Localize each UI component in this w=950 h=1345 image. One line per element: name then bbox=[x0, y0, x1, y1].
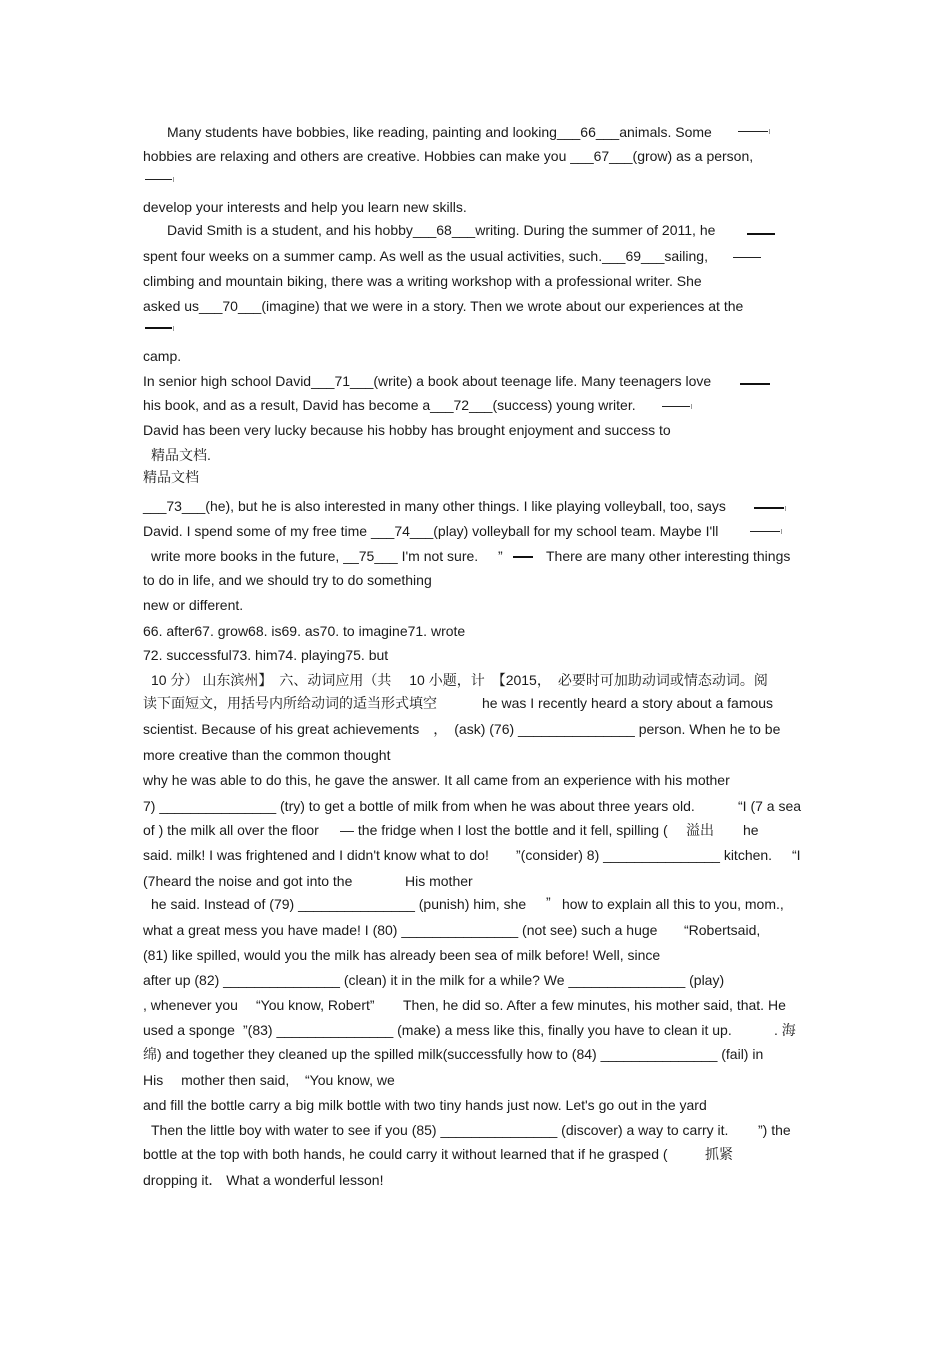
passage-line: “You know, we bbox=[305, 1072, 395, 1088]
passage-line: — the fridge when I lost the bottle and it fell, spilling ( bbox=[340, 822, 668, 838]
passage-line: after up (82) _______________ (clean) it in the milk for a while? We _______________ (play) bbox=[143, 972, 725, 988]
passage-line: 抓紧 bbox=[705, 1146, 733, 1162]
watermark-text: 精品文档 bbox=[143, 469, 199, 485]
watermark-text: 精品文档. bbox=[151, 447, 211, 463]
passage-line: climbing and mountain biking, there was a writing workshop with a professional writer. She bbox=[143, 273, 702, 289]
answer-key-line: 66. after67. grow68. is69. as70. to imagine71. wrote bbox=[143, 623, 466, 639]
margin-mark bbox=[740, 383, 770, 385]
quote-mark: ” bbox=[498, 548, 503, 564]
passage-line: used a sponge bbox=[143, 1022, 235, 1038]
margin-mark bbox=[662, 406, 690, 407]
margin-mark bbox=[754, 507, 784, 509]
passage-line: (7heard the noise and got into the bbox=[143, 873, 353, 889]
passage-line: camp. bbox=[143, 348, 182, 364]
section-heading-line: 10 分） 山东滨州】 六、动词应用（共 10 小题，计 【2015， 必要时可加助动词或情态动词。阅 bbox=[151, 672, 768, 688]
passage-line: to do in life, and we should try to do something bbox=[143, 572, 432, 588]
margin-mark bbox=[733, 257, 761, 258]
passage-line: he said. Instead of (79) _______________ (punish) him, she bbox=[151, 896, 527, 912]
passage-line: bottle at the top with both hands, he could carry it without learned that if he grasped ( bbox=[143, 1146, 668, 1162]
passage-line: said. milk! I was frightened and I didn't know what to do! bbox=[143, 847, 489, 863]
passage-line: 绵) and together they cleaned up the spilled milk(successfully how to (84) _______________ (fail) in bbox=[143, 1046, 764, 1062]
passage-line: dropping it． What a wonderful lesson! bbox=[143, 1172, 384, 1188]
margin-mark bbox=[750, 531, 780, 532]
passage-line: There are many other interesting things bbox=[546, 548, 791, 564]
passage-line: ___73___(he), but he is also interested in many other things. I like playing volleyball, too, says bbox=[143, 498, 726, 514]
passage-line: His mother bbox=[405, 873, 473, 889]
passage-line: ”) the bbox=[758, 1122, 791, 1138]
passage-line: he bbox=[743, 822, 759, 838]
passage-line: new or different. bbox=[143, 597, 244, 613]
passage-line: In senior high school David___71___(write) a book about teenage life. Many teenagers love bbox=[143, 373, 712, 389]
passage-line: . 海 bbox=[774, 1022, 796, 1038]
passage-line: , whenever you bbox=[143, 997, 238, 1013]
passage-line: 溢出 bbox=[686, 822, 714, 838]
passage-line: his book, and as a result, David has become a___72___(success) young writer. bbox=[143, 397, 636, 413]
margin-mark bbox=[145, 327, 172, 329]
passage-line: ”(consider) 8) _______________ kitchen. bbox=[516, 847, 773, 863]
passage-line: David. I spend some of my free time ___74___(play) volleyball for my school team. Maybe I'll bbox=[143, 523, 719, 539]
passage-line: what a great mess you have made! I (80) _______________ (not see) such a huge bbox=[143, 922, 658, 938]
passage-line: and fill the bottle carry a big milk bottle with two tiny hands just now. Let's go out in the yard bbox=[143, 1097, 707, 1113]
passage-line: 7) _______________ (try) to get a bottle of milk from when he was about three years old. bbox=[143, 798, 695, 814]
passage-line: ”(83) _______________ (make) a mess like this, finally you have to clean it up. bbox=[243, 1022, 732, 1038]
passage-line: “You know, Robert” bbox=[256, 997, 375, 1013]
passage-line: how to explain all this to you, mom., bbox=[562, 896, 784, 912]
passage-line: “Robertsaid, bbox=[684, 922, 761, 938]
passage-line: of ) the milk all over the floor bbox=[143, 822, 319, 838]
passage-line: why he was able to do this, he gave the answer. It all came from an experience with his mother bbox=[143, 772, 730, 788]
passage-line: Many students have bobbies, like reading, painting and looking___66___animals. Some bbox=[167, 124, 712, 140]
margin-mark bbox=[738, 131, 768, 132]
passage-line: Then, he did so. After a few minutes, his mother said, that. He bbox=[403, 997, 786, 1013]
passage-line: develop your interests and help you learn new skills. bbox=[143, 199, 467, 215]
passage-line: “I (7 a sea bbox=[738, 798, 802, 814]
passage-line: more creative than the common thought bbox=[143, 747, 391, 763]
passage-line: spent four weeks on a summer camp. As well as the usual activities, such.___69___sailing, bbox=[143, 248, 708, 264]
passage-line: 读下面短文，用括号内所给动词的适当形式填空 bbox=[143, 695, 437, 711]
passage-line: he was I recently heard a story about a famous bbox=[482, 695, 774, 711]
passage-line: (81) like spilled, would you the milk has already been sea of milk before! Well, since bbox=[143, 947, 661, 963]
passage-line: His mother then said, bbox=[143, 1072, 290, 1088]
passage-line: asked us___70___(imagine) that we were in a story. Then we wrote about our experiences at the bbox=[143, 298, 744, 314]
margin-mark bbox=[145, 179, 172, 180]
quote-mark: ” bbox=[546, 894, 551, 910]
passage-line: scientist. Because of his great achievements ， (ask) (76) _______________ person. When he to be bbox=[143, 721, 781, 737]
passage-line: hobbies are relaxing and others are creative. Hobbies can make you ___67___(grow) as a person, bbox=[143, 148, 754, 164]
passage-line: “I bbox=[792, 847, 801, 863]
dash-mark bbox=[513, 556, 533, 558]
margin-mark bbox=[747, 233, 775, 235]
answer-key-line: 72. successful73. him74. playing75. but bbox=[143, 647, 389, 663]
passage-line: David Smith is a student, and his hobby___68___writing. During the summer of 2011, he bbox=[167, 222, 716, 238]
passage-line: Then the little boy with water to see if you (85) _______________ (discover) a way to carry it. bbox=[151, 1122, 729, 1138]
passage-line: David has been very lucky because his hobby has brought enjoyment and success to bbox=[143, 422, 671, 438]
passage-line: write more books in the future, __75___ I'm not sure. bbox=[151, 548, 479, 564]
